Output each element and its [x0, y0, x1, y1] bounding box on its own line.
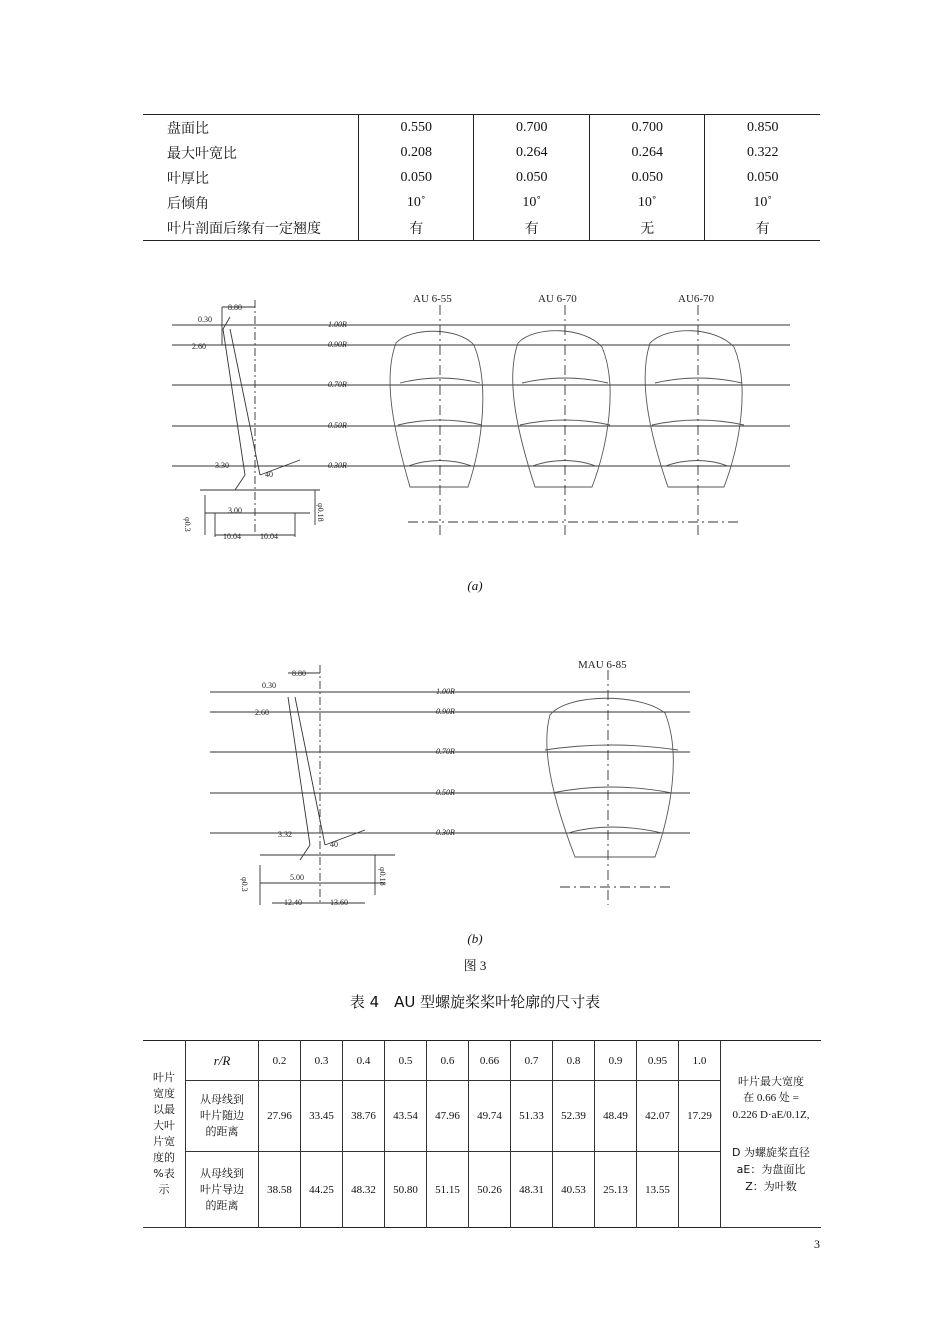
dim-0-30: 0.30 [198, 315, 212, 324]
figure-a-title-1: AU 6-55 [413, 293, 452, 305]
row-label-line: 叶片导边 [200, 1182, 244, 1196]
param-value: 0.050 [705, 165, 820, 190]
b-dim-8-80: 8.80 [292, 669, 306, 678]
param-value: 有 [474, 215, 590, 241]
table-note [721, 1041, 822, 1228]
b-dim-5-00: 5.00 [290, 873, 304, 882]
b-dim-13-60: 13.60 [330, 898, 348, 907]
param-label: 后倾角 [167, 195, 209, 212]
param-value: 0.550 [358, 115, 474, 141]
table4-title [0, 991, 950, 1012]
b-dim-40: 40 [330, 840, 338, 849]
side-header-line: 示 [158, 1183, 170, 1196]
column-header: 0.9 [595, 1041, 637, 1081]
table-cell: 47.96 [427, 1081, 469, 1152]
column-header: 0.3 [301, 1041, 343, 1081]
column-header: 1.0 [679, 1041, 721, 1081]
figure-label: 图 3 [463, 958, 487, 973]
param-value: 有 [358, 215, 474, 241]
side-header-line: 大叶 [153, 1119, 175, 1132]
row-label-line: 从母线到 [200, 1166, 244, 1180]
table-cell: 49.74 [469, 1081, 511, 1152]
table-cell: 48.31 [511, 1152, 553, 1228]
param-value: 10˚ [358, 190, 474, 215]
row-label-line: 的距离 [205, 1198, 239, 1212]
column-header: 0.66 [469, 1041, 511, 1081]
r-header: r/R [186, 1041, 259, 1081]
figure-a [160, 285, 800, 555]
param-value: 有 [705, 215, 820, 241]
table-cell: 52.39 [553, 1081, 595, 1152]
note-line3: 0.226 D·aE/0.1Z, [732, 1109, 810, 1121]
table-cell: 42.07 [637, 1081, 679, 1152]
param-value: 10˚ [589, 190, 705, 215]
param-value: 0.700 [474, 115, 590, 141]
param-value: 0.050 [474, 165, 590, 190]
figure-b-caption: (b) [467, 931, 483, 946]
param-value: 0.850 [705, 115, 820, 141]
dim-3-00: 3.00 [228, 506, 242, 515]
side-header-line: 片宽 [153, 1135, 175, 1148]
radius-label-3: 0.70R [328, 380, 347, 389]
b-dim-3-32: 3.32 [278, 830, 292, 839]
column-header: 0.8 [553, 1041, 595, 1081]
table-cell: 38.58 [259, 1152, 301, 1228]
param-value: 0.264 [589, 140, 705, 165]
param-label: 最大叶宽比 [167, 145, 237, 162]
table-cell: 17.29 [679, 1081, 721, 1152]
table-cell: 38.76 [343, 1081, 385, 1152]
row-label-line: 叶片随边 [200, 1109, 244, 1122]
param-value: 10˚ [705, 190, 820, 215]
table-cell: 13.55 [637, 1152, 679, 1228]
au-dimension-table [143, 1040, 821, 1228]
b-radius-label-4: 0.50R [436, 788, 455, 797]
radius-label-4: 0.50R [328, 421, 347, 430]
dim-2-60: 2.60 [192, 342, 206, 351]
b-radius-label-2: 0.90R [436, 707, 455, 716]
figure-b [200, 655, 700, 910]
b-radius-label-3: 0.70R [436, 747, 455, 756]
note-line4: D 为螺旋桨直径 [732, 1146, 810, 1159]
page-number: 3 [814, 1237, 820, 1251]
table-cell: 51.15 [427, 1152, 469, 1228]
param-row [143, 215, 820, 241]
side-header [143, 1041, 186, 1228]
blade-parameter-table [143, 114, 820, 241]
dim-phi-right: φ0.18 [316, 503, 325, 522]
row-label [186, 1081, 259, 1152]
note-line5: aE：为盘面比 [736, 1163, 806, 1176]
column-header: 0.4 [343, 1041, 385, 1081]
table-cell: 48.49 [595, 1081, 637, 1152]
param-value: 0.700 [589, 115, 705, 141]
table-cell: 40.53 [553, 1152, 595, 1228]
radius-label-1: 1.00R [328, 320, 347, 329]
side-header-line: 以最 [153, 1103, 175, 1116]
note-line2: 在 0.66 处 = [743, 1092, 799, 1104]
table-cell: 44.25 [301, 1152, 343, 1228]
param-value: 0.264 [474, 140, 590, 165]
radius-label-2: 0.90R [328, 340, 347, 349]
table-cell: 43.54 [385, 1081, 427, 1152]
b-dim-phi-left: φ0.3 [240, 877, 249, 892]
b-dim-2-60: 2.60 [255, 708, 269, 717]
b-radius-label-5: 0.30R [436, 828, 455, 837]
figure-a-caption: (a) [467, 578, 483, 593]
param-value: 0.050 [358, 165, 474, 190]
row-label-line: 从母线到 [200, 1093, 244, 1106]
side-header-line: %表 [153, 1167, 175, 1180]
param-row [143, 140, 820, 165]
param-value: 0.050 [589, 165, 705, 190]
row-label [186, 1152, 259, 1228]
side-header-line: 度的 [153, 1151, 175, 1164]
figure-a-title-3: AU6-70 [678, 293, 715, 305]
column-header: 0.95 [637, 1041, 679, 1081]
table-cell: 33.45 [301, 1081, 343, 1152]
radius-label-5: 0.30R [328, 461, 347, 470]
b-dim-phi-right: φ0.18 [378, 867, 387, 886]
table-cell: 48.32 [343, 1152, 385, 1228]
figure-b-drawing [200, 655, 700, 910]
dim-phi-left: φ0.3 [183, 517, 192, 532]
param-row [143, 165, 820, 190]
column-header: 0.5 [385, 1041, 427, 1081]
param-label: 叶厚比 [167, 170, 209, 187]
table4-title-text: AU 型螺旋桨桨叶轮廓的尺寸表 [394, 993, 601, 1011]
table-cell: 27.96 [259, 1081, 301, 1152]
param-value: 0.322 [705, 140, 820, 165]
table-row [143, 1081, 821, 1152]
dim-8-80: 8.80 [228, 303, 242, 312]
dim-40: 40 [265, 470, 273, 479]
note-line1: 叶片最大宽度 [738, 1075, 804, 1088]
param-row [143, 115, 820, 141]
param-row [143, 190, 820, 215]
param-value: 10˚ [474, 190, 590, 215]
dim-10-04-left: 10.04 [223, 532, 241, 541]
column-header: 0.2 [259, 1041, 301, 1081]
figure-b-title: MAU 6-85 [578, 659, 627, 671]
param-value: 无 [589, 215, 705, 241]
b-dim-12-40: 12.40 [284, 898, 302, 907]
table4-title-number: 表 4 [349, 993, 380, 1011]
table-cell: 50.26 [469, 1152, 511, 1228]
table-cell: 51.33 [511, 1081, 553, 1152]
row-label-line: 的距离 [205, 1125, 239, 1138]
dim-10-04-right: 10.04 [260, 532, 278, 541]
column-header: 0.6 [427, 1041, 469, 1081]
dim-3-30: 3.30 [215, 461, 229, 470]
b-radius-label-1: 1.00R [436, 687, 455, 696]
table-cell: 50.80 [385, 1152, 427, 1228]
table-cell: 25.13 [595, 1152, 637, 1228]
param-label: 叶片剖面后缘有一定翘度 [167, 220, 321, 237]
side-header-line: 宽度 [153, 1087, 175, 1100]
param-value: 0.208 [358, 140, 474, 165]
side-header-line: 叶片 [153, 1071, 175, 1084]
column-header: 0.7 [511, 1041, 553, 1081]
figure-a-title-2: AU 6-70 [538, 293, 577, 305]
b-dim-0-30: 0.30 [262, 681, 276, 690]
table-cell [679, 1152, 721, 1228]
figure-a-drawing [160, 285, 800, 555]
note-line6: Z：为叶数 [745, 1180, 797, 1193]
table-row [143, 1152, 821, 1228]
param-label: 盘面比 [167, 120, 209, 137]
